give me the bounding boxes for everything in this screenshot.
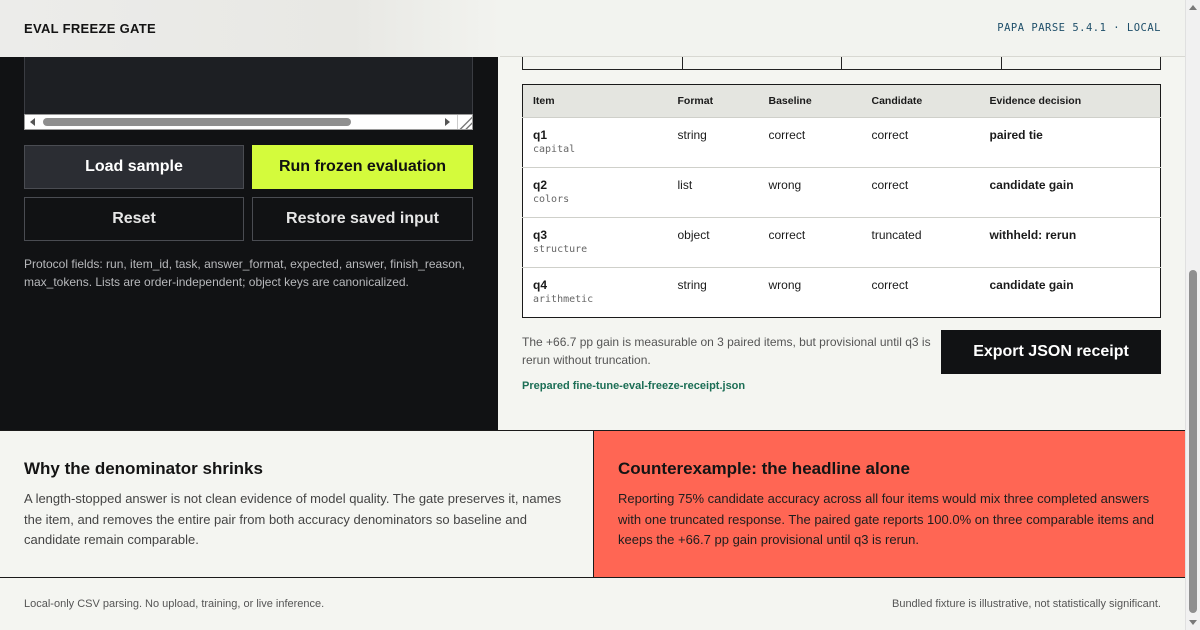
vertical-scrollbar[interactable]: [1185, 0, 1200, 630]
candidate-cell: correct: [871, 278, 909, 292]
item-id: q3: [533, 228, 548, 242]
scrollbar-thumb[interactable]: [1189, 270, 1197, 613]
table-row: [523, 118, 1161, 168]
table-row: [523, 168, 1161, 218]
export-json-receipt-button[interactable]: Export JSON receipt: [941, 330, 1161, 374]
column-header: Evidence decision: [980, 85, 1161, 118]
reset-button[interactable]: Reset: [24, 197, 244, 241]
scroll-down-icon[interactable]: [1189, 620, 1197, 625]
decision-cell: withheld: rerun: [980, 218, 1161, 268]
item-task: structure: [533, 244, 588, 255]
scroll-left-icon[interactable]: [30, 118, 35, 126]
table-row: [523, 218, 1161, 268]
card-title: Counterexample: the headline alone: [618, 459, 910, 478]
run-frozen-evaluation-button[interactable]: Run frozen evaluation: [252, 145, 473, 189]
scroll-right-icon[interactable]: [445, 118, 450, 126]
protocol-note: Protocol fields: run, item_id, task, answer_format, expected, answer, finish_reason, max_tokens. Lists are order-independent; object keys are canonicalized.: [24, 257, 465, 289]
card-title: Why the denominator shrinks: [24, 459, 263, 478]
item-id: q4: [533, 278, 548, 292]
resize-handle-icon[interactable]: [457, 115, 472, 129]
footer-right-note: Bundled fixture is illustrative, not statistically significant.: [891, 598, 1161, 610]
input-panel: [0, 57, 498, 430]
footer-left-note: Local-only CSV parsing. No upload, training, or live inference.: [24, 598, 325, 610]
decision-cell: candidate gain: [980, 168, 1161, 218]
card-body: A length-stopped answer is not clean evidence of model quality. The gate preserves it, names the item, and removes the entire pair from both accuracy denominators so baseline and candidate remain comparable.: [24, 491, 562, 547]
item-id: q2: [533, 178, 548, 192]
candidate-cell: truncated: [862, 218, 980, 268]
column-header: Candidate: [862, 85, 980, 118]
card-body: Reporting 75% candidate accuracy across all four items would mix three completed answers with one truncated response. The paired gate reports 100.0% on three comparable items and keeps the +66.7 pp gain provisional until q3 is rerun.: [618, 491, 1154, 547]
horizontal-scrollbar[interactable]: [24, 114, 473, 130]
baseline-cell: correct: [759, 118, 862, 168]
result-summary: The +66.7 pp gain is measurable on 3 paired items, but provisional until q3 is rerun without truncation.: [522, 335, 931, 367]
item-id: q1: [533, 128, 548, 142]
item-cell: [523, 168, 668, 218]
item-cell: [523, 118, 668, 168]
evidence-table: [522, 84, 1161, 318]
table-header-row: [523, 85, 1161, 118]
app-header: [0, 0, 1185, 57]
baseline-cell: wrong: [768, 278, 802, 292]
format-cell: string: [668, 118, 759, 168]
previous-table-edge: [522, 57, 1161, 70]
scroll-up-icon[interactable]: [1189, 5, 1197, 10]
decision-cell: paired tie: [980, 118, 1161, 168]
why-denominator-card: [0, 430, 594, 578]
item-task: capital: [533, 144, 576, 155]
item-cell: [523, 268, 668, 318]
page-footer: [0, 578, 1185, 630]
column-header: Format: [668, 85, 759, 118]
load-sample-button[interactable]: Load sample: [24, 145, 244, 189]
item-task: colors: [533, 194, 570, 205]
item-cell: [523, 218, 668, 268]
candidate-cell: correct: [862, 168, 980, 218]
format-cell: list: [668, 168, 759, 218]
prepared-file-status: Prepared fine-tune-eval-freeze-receipt.json: [522, 380, 746, 392]
table-row: [523, 268, 1161, 318]
baseline-cell: correct: [759, 218, 862, 268]
baseline-cell: wrong: [759, 168, 862, 218]
counterexample-card: [594, 430, 1185, 578]
format-cell: string: [677, 278, 707, 292]
app-title: EVAL FREEZE GATE: [24, 20, 156, 36]
column-header: Item: [523, 85, 668, 118]
item-task: arithmetic: [533, 294, 594, 305]
column-header: Baseline: [759, 85, 862, 118]
format-cell: object: [668, 218, 759, 268]
results-panel: [498, 57, 1185, 430]
candidate-cell: correct: [862, 118, 980, 168]
scrollbar-thumb[interactable]: [43, 118, 351, 126]
restore-saved-input-button[interactable]: Restore saved input: [252, 197, 473, 241]
decision-cell: candidate gain: [989, 278, 1074, 292]
version-label: PAPA PARSE 5.4.1 · LOCAL: [997, 22, 1161, 34]
